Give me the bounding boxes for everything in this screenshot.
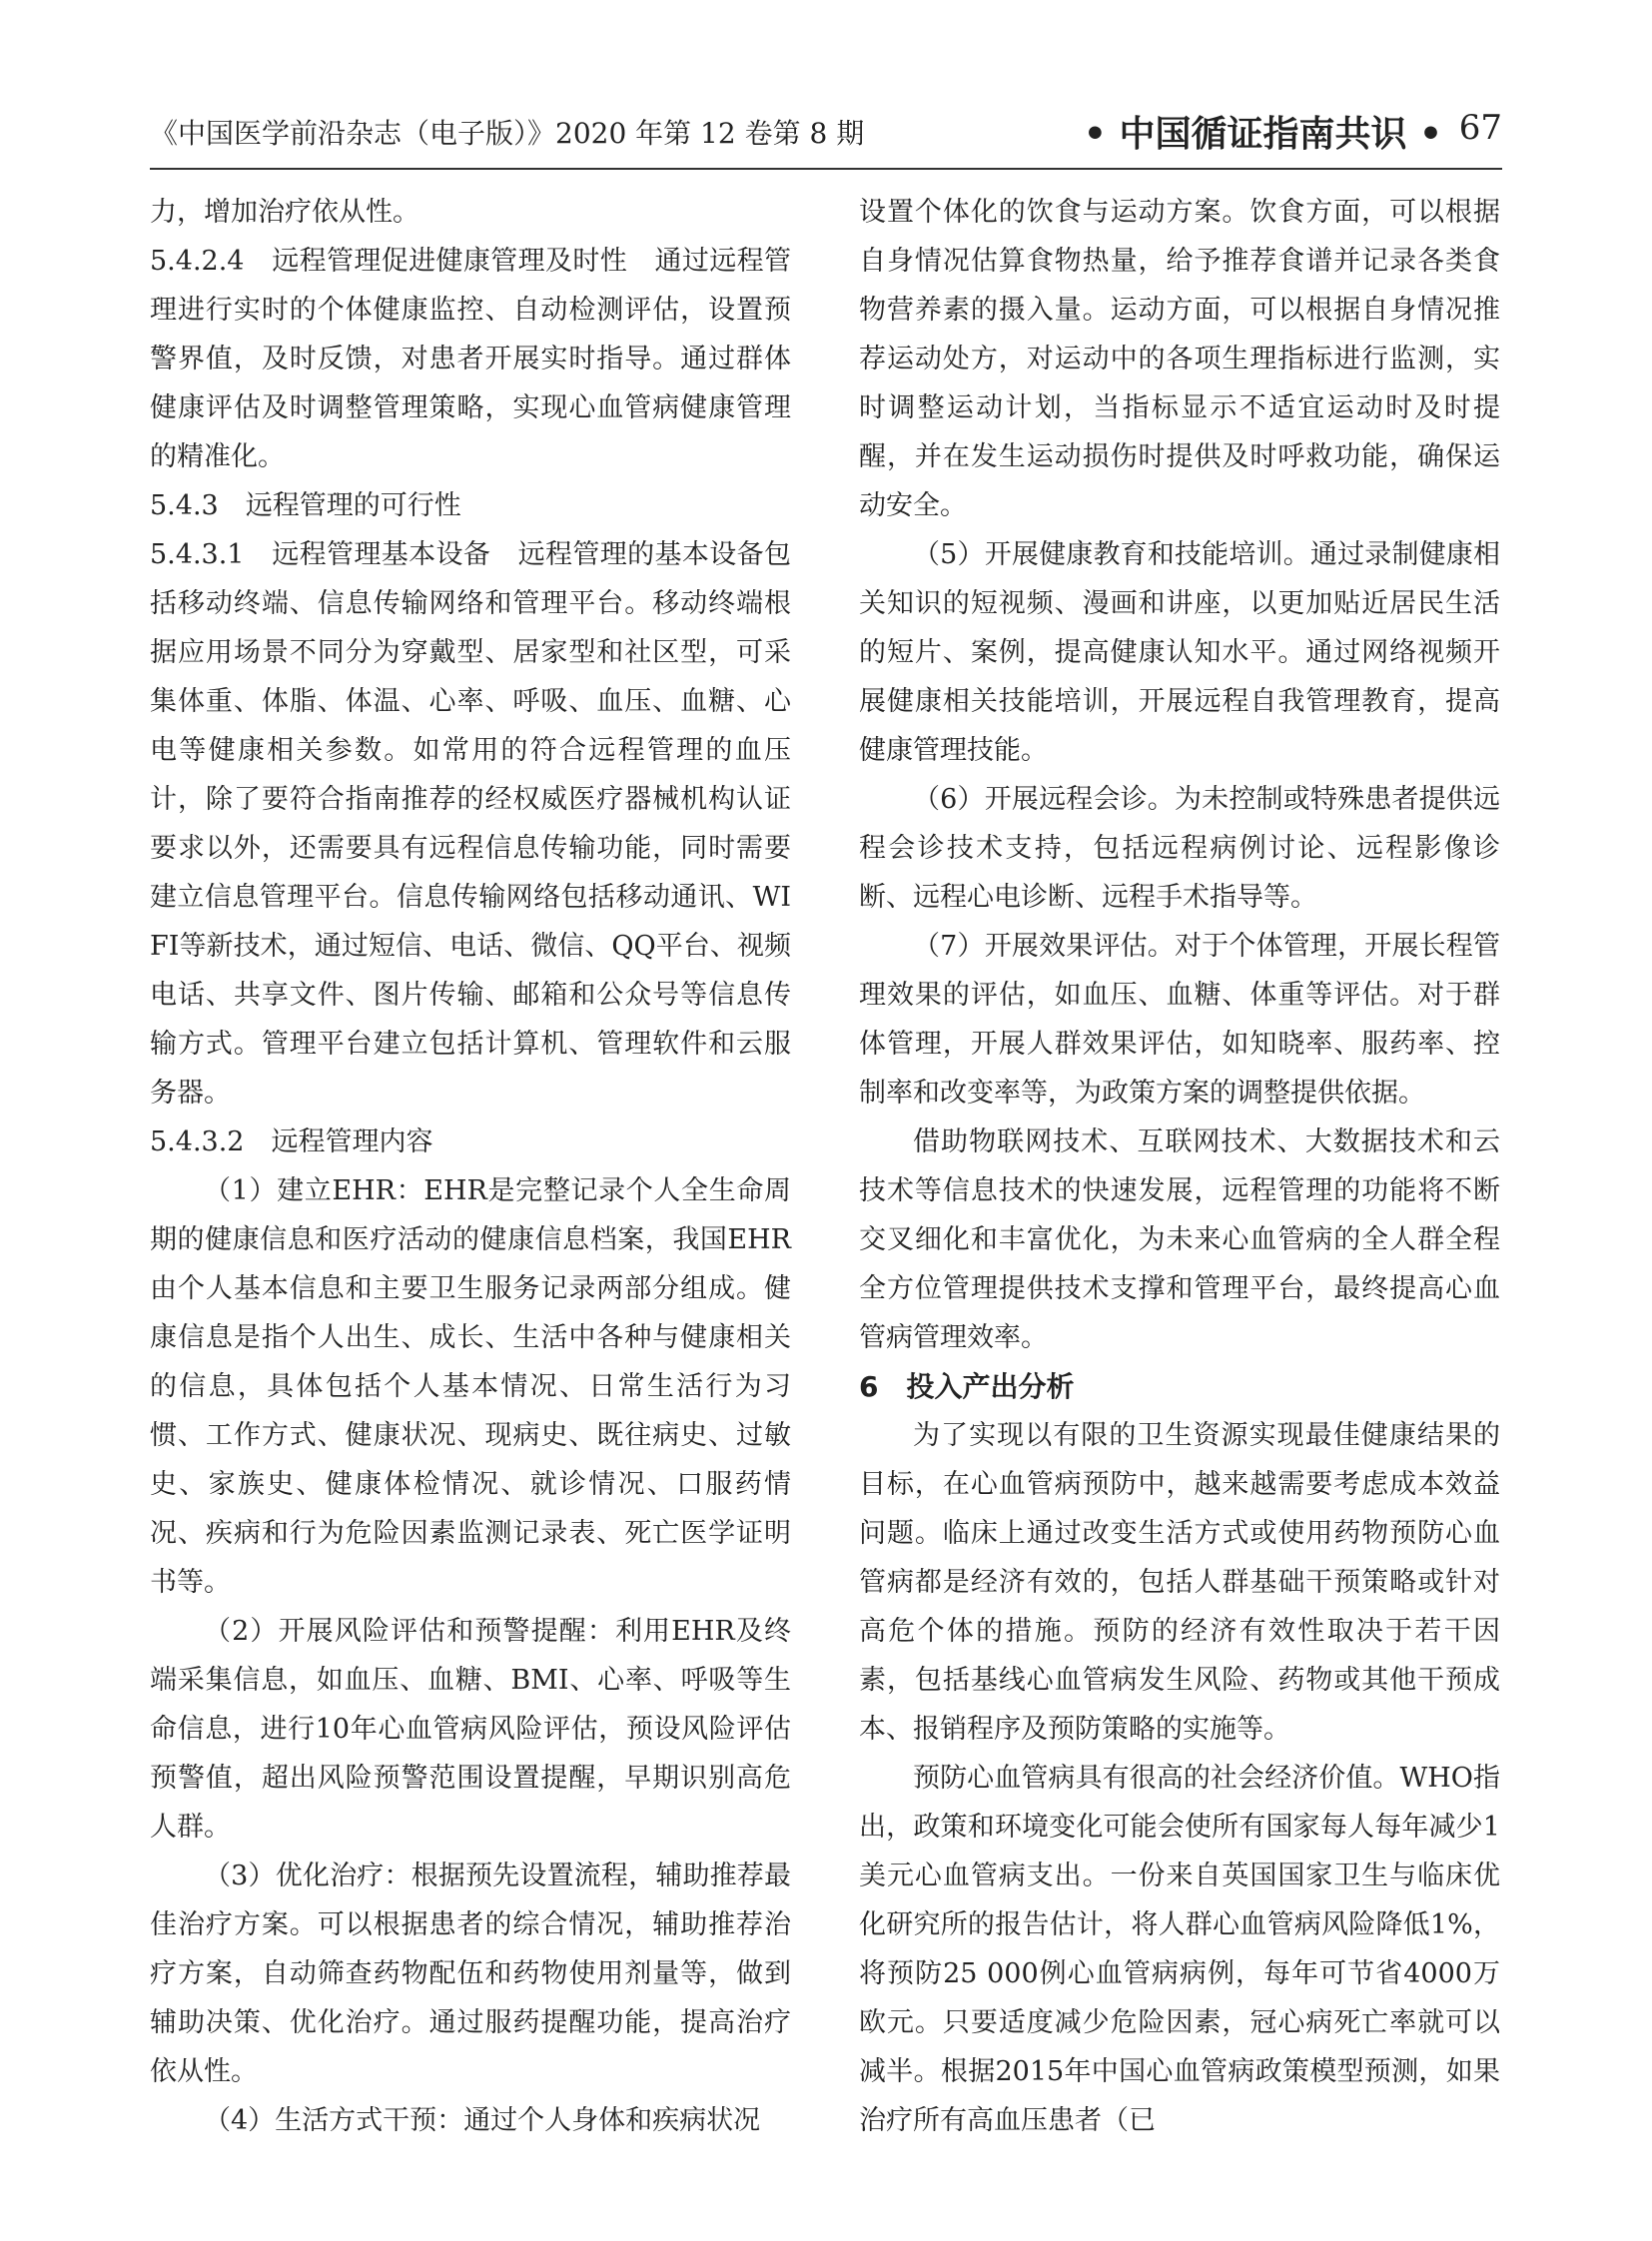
paragraph-item-7: （7）开展效果评估。对于个体管理，开展长程管理效果的评估，如血压、血糖、体重等评估。对于群体管理，开展人群效果评估，如知晓率、服药率、控制率和改变率等，为政策方案的调整提供依据。 — [859, 931, 1500, 1109]
section-tag: • 中国循证指南共识 • — [1083, 114, 1442, 155]
paragraph-continued: 设置个体化的饮食与运动方案。饮食方面，可以根据自身情况估算食物热量，给予推荐食谱并记录各类食物营养素的摄入量。运动方面，可以根据自身情况推荐运动处方，对运动中的各项生理指标进行监测，实时调整运动计划，当指标显示不适宜运动时及时提醒，并在发生运动损伤时提供及时呼救功能，确保运动安全。 — [859, 197, 1500, 521]
page-number: 67 — [1458, 108, 1502, 148]
left-column — [150, 188, 791, 2145]
paragraph: 力，增加治疗依从性。 — [150, 197, 419, 228]
right-column — [859, 188, 1500, 2145]
journal-title: 《中国医学前沿杂志（电子版）》2020 年第 12 卷第 8 期 — [150, 117, 865, 150]
paragraph-item-3: （3）优化治疗：根据预先设置流程，辅助推荐最佳治疗方案。可以根据患者的综合情况，辅助推荐治疗方案，自动筛查药物配伍和药物使用剂量等，做到辅助决策、优化治疗。通过服药提醒功能，提高治疗依从性。 — [150, 1861, 791, 2087]
paragraph: 借助物联网技术、互联网技术、大数据技术和云技术等信息技术的快速发展，远程管理的功能将不断交叉细化和丰富优化，为未来心血管病的全人群全程全方位管理提供技术支撑和管理平台，最终提高心血管病管理效率。 — [859, 1126, 1500, 1353]
paragraph-item-4: （4）生活方式干预：通过个人身体和疾病状况 — [204, 2105, 761, 2136]
paragraph-item-1: （1）建立EHR：EHR是完整记录个人全生命周期的健康信息和医疗活动的健康信息档案，我国EHR由个人基本信息和主要卫生服务记录两部分组成。健康信息是指个人出生、成长、生活中各种与健康相关的信息，具体包括个人基本情况、日常生活行为习惯、工作方式、健康状况、现病史、既往病史、过敏史、家族史、健康体检情况、就诊情况、口服药情况、疾病和行为危险因素监测记录表、死亡医学证明书等。 — [150, 1175, 791, 1598]
paragraph: 为了实现以有限的卫生资源实现最佳健康结果的目标，在心血管病预防中，越来越需要考虑成本效益问题。临床上通过改变生活方式或使用药物预防心血管病都是经济有效的，包括人群基础干预策略或针对高危个体的措施。预防的经济有效性取决于若干因素，包括基线心血管病发生风险、药物或其他干预成本、报销程序及预防策略的实施等。 — [859, 1420, 1500, 1745]
section-5-4-2-4: 5.4.2.4 远程管理促进健康管理及时性 通过远程管理进行实时的个体健康监控、自动检测评估，设置预警界值，及时反馈，对患者开展实时指导。通过群体健康评估及时调整管理策略，实现心血管病健康管理的精准化。 — [150, 246, 791, 472]
heading-5-4-3: 5.4.3 远程管理的可行性 — [150, 490, 461, 521]
heading-6: 6 投入产出分析 — [859, 1370, 1075, 1403]
paragraph-item-5: （5）开展健康教育和技能培训。通过录制健康相关知识的短视频、漫画和讲座，以更加贴近居民生活的短片、案例，提高健康认知水平。通过网络视频开展健康相关技能培训，开展远程自我管理教育，提高健康管理技能。 — [859, 539, 1500, 766]
section-5-4-3-1: 5.4.3.1 远程管理基本设备 远程管理的基本设备包括移动终端、信息传输网络和管理平台。移动终端根据应用场景不同分为穿戴型、居家型和社区型，可采集体重、体脂、体温、心率、呼吸、血压、血糖、心电等健康相关参数。如常用的符合远程管理的血压计，除了要符合指南推荐的经权威医疗器械机构认证要求以外，还需要具有远程信息传输功能，同时需要建立信息管理平台。信息传输网络包括移动通讯、WIFI等新技术，通过短信、电话、微信、QQ平台、视频电话、共享文件、图片传输、邮箱和公众号等信息传输方式。管理平台建立包括计算机、管理软件和云服务器。 — [150, 539, 791, 1109]
paragraph-item-6: （6）开展远程会诊。为未控制或特殊患者提供远程会诊技术支持，包括远程病例讨论、远程影像诊断、远程心电诊断、远程手术指导等。 — [859, 784, 1500, 913]
paragraph: 预防心血管病具有很高的社会经济价值。WHO指出，政策和环境变化可能会使所有国家每人每年减少1美元心血管病支出。一份来自英国国家卫生与临床优化研究所的报告估计，将人群心血管病风险降低1%，将预防25 000例心血管病病例，每年可节省4000万欧元。只要适度减少危险因素，冠心病死亡率就可以减半。根据2015年中国心血管病政策模型预测，如果治疗所有高血压患者（已 — [859, 1763, 1500, 2136]
running-header — [150, 108, 1502, 170]
heading-5-4-3-2: 5.4.3.2 远程管理内容 — [150, 1126, 433, 1157]
paragraph-item-2: （2）开展风险评估和预警提醒：利用EHR及终端采集信息，如血压、血糖、BMI、心率、呼吸等生命信息，进行10年心血管病风险评估，预设风险评估预警值，超出风险预警范围设置提醒，早期识别高危人群。 — [150, 1616, 791, 1843]
